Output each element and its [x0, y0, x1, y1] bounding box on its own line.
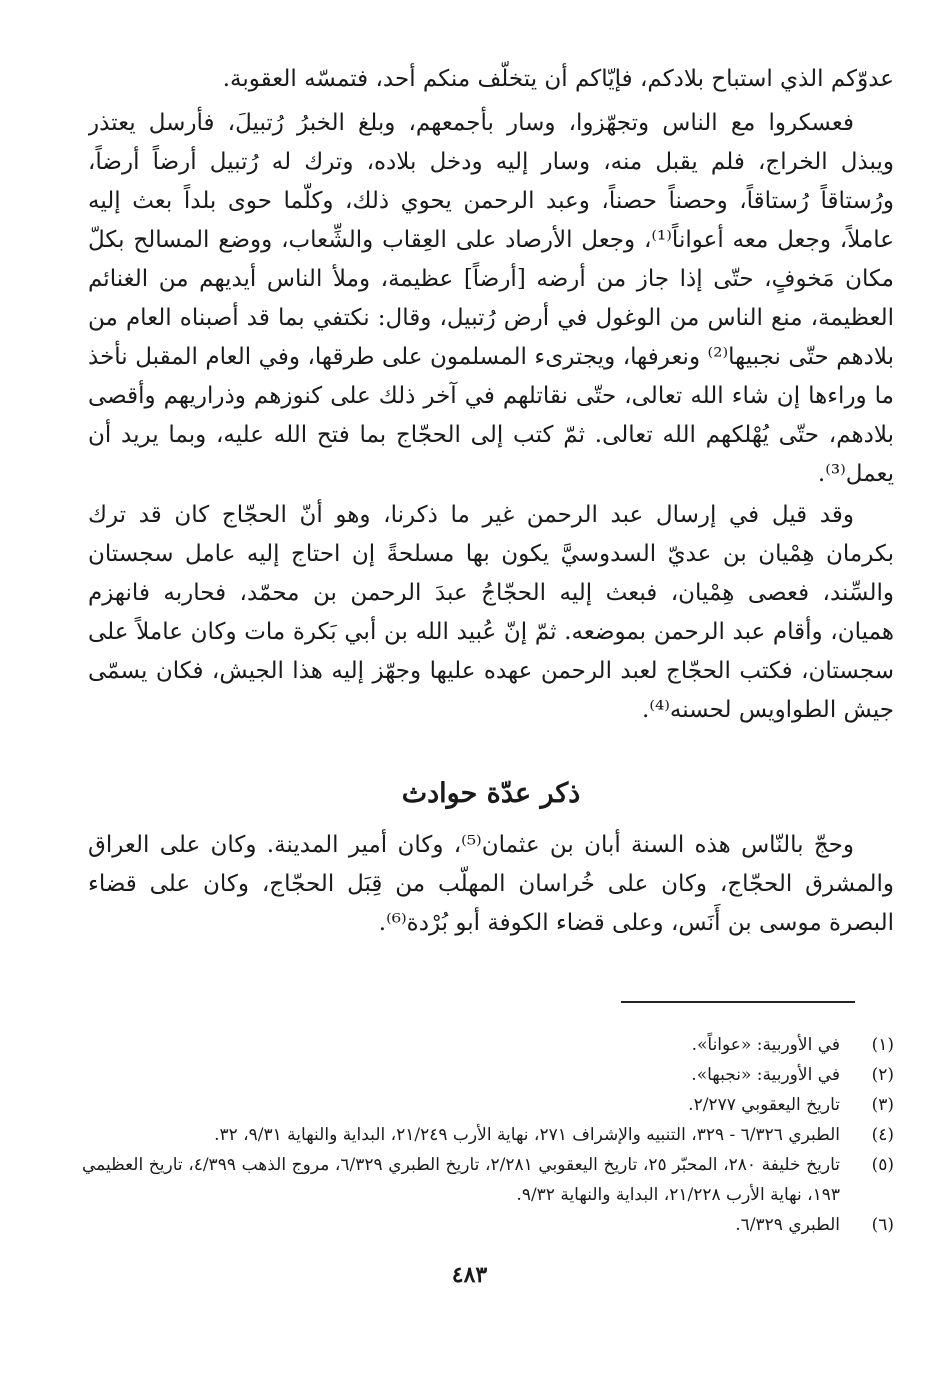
footnote-item: [82, 1210, 894, 1240]
footnote-item: [82, 1060, 894, 1090]
footnote-number: (٥): [871, 1155, 894, 1175]
footnote-number: (٦): [871, 1215, 894, 1235]
paragraph-2-text: وقد قيل في إرسال عبد الرحمن غير ما ذكرنا، وهو أنّ الحجّاج كان قد ترك بكرمان هِمْيان بن عديّ السدوسيَّ يكون بها مسلحةً إن احتاج إليه عامل سجستان والسِّند، فعصى هِمْيان، فبعث إليه الحجّاجُ عبدَ الرحمن بن محمّد، فحاربه فانهزم هميان، وأقام عبد الرحمن بموضعه. ثمّ إنّ عُبيد الله بن أبي بَكرة مات وكان عاملاً على سجستان، فكتب الحجّاج لعبد الرحمن عهده عليها وجهّز إليه هذا الجيش، فكان يسمّى جيش الطواويس لحسنه⁽⁴⁾.: [88, 502, 894, 723]
footnote-number: (١): [871, 1035, 894, 1055]
section-heading: ذكر عدّة حوادث: [401, 778, 581, 809]
paragraph-2: [88, 496, 894, 746]
footnote-item: [82, 1150, 894, 1210]
footnote-text: في الأوربية: «عواناً».: [691, 1035, 840, 1055]
paragraph-1: [88, 104, 894, 504]
footnote-text: تاريخ اليعقوبي ٢/٢٧٧.: [688, 1095, 840, 1115]
footnotes-list: [82, 1030, 894, 1240]
footnote-item: [82, 1120, 894, 1150]
footnote-text: الطبري ٦/٣٢٦ - ٣٢٩، التنبيه والإشراف ٢٧١، نهاية الأرب ٢١/٢٤٩، البداية والنهاية ٩/٣١، ٣٢.: [214, 1125, 840, 1145]
paragraph-3-text: وحجّ بالنّاس هذه السنة أبان بن عثمان⁽⁵⁾، وكان أمير المدينة. وكان على العراق والمشرق الحجّاج، وكان على خُراسان المهلّب من قِبَل الحجّاج، وكان على قضاء البصرة موسى بن أَنَس، وعلى قضاء الكوفة أبو بُرْدة⁽⁶⁾.: [88, 832, 894, 936]
footnote-divider: [621, 1001, 855, 1003]
paragraph-1-text: فعسكروا مع الناس وتجهّزوا، وسار بأجمعهم، وبلغ الخبرُ رُتبيلَ، فأرسل يعتذر ويبذل الخراج، فلم يقبل منه، وسار إليه ودخل بلاده، وترك له رُتبيل أرضاً أرضاً، ورُستاقاً رُستاقاً، وحصناً حصناً، وعبد الرحمن يحوي ذلك، وكلّما حوى بلداً بعث إليه عاملاً، وجعل معه أعواناً⁽¹⁾، وجعل الأرصاد على العِقاب والشِّعاب، ووضع المسالح بكلّ مكان مَخوفٍ، حتّى إذا جاز من أرضه [أرضاً] عظيمة، وملأ الناس أيديهم من الغنائم العظيمة، منع الناس من الوغول في أرض رُتبيل، وقال: نكتفي بما قد أصبناه العام من بلادهم حتّى نجبيها⁽²⁾ ونعرفها، ويجترىء المسلمون على طرقها، وفي العام المقبل نأخذ ما وراءها إن شاء الله تعالى، حتّى نقاتلهم في آخر ذلك على كنوزهم وذراريهم وأقصى بلادهم، حتّى يُهْلكهم الله تعالى. ثمّ كتب إلى الحجّاج بما فتح الله عليه، وبما يريد أن يعمل⁽³⁾.: [88, 110, 894, 487]
footnote-item: [82, 1030, 894, 1060]
footnote-item: [82, 1090, 894, 1120]
footnote-text: الطبري ٦/٣٢٩.: [735, 1215, 840, 1235]
footnote-number: (٢): [871, 1065, 894, 1085]
footnote-number: (٤): [871, 1125, 894, 1145]
continuation-text: [88, 60, 894, 99]
footnote-number: (٣): [871, 1095, 894, 1115]
lead-line: عدوّكم الذي استباح بلادكم، فإيّاكم أن يتخلّف منكم أحد، فتمسّه العقوبة.: [222, 66, 894, 92]
footnote-text: تاريخ خليفة ٢٨٠، المحبّر ٢٥، تاريخ اليعقوبي ٢/٢٨١، تاريخ الطبري ٦/٣٢٩، مروج الذهب ٤/٣٩٩، تاريخ العظيمي ١٩٣، نهاية الأرب ٢١/٢٢٨، البداية والنهاية ٩/٣٢.: [82, 1155, 840, 1205]
footnote-text: في الأوربية: «نجبها».: [691, 1065, 840, 1085]
paragraph-3: [88, 826, 894, 956]
page-number: ٤٨٣: [451, 1262, 488, 1288]
